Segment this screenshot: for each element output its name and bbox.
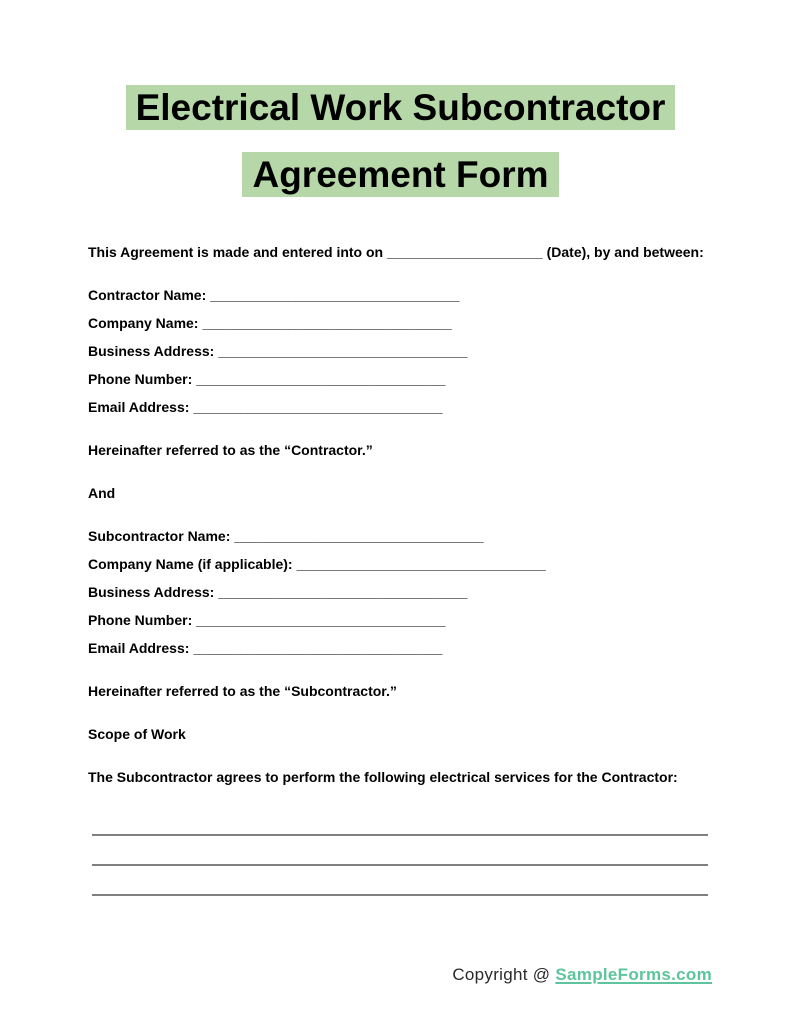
sampleforms-link[interactable]: SampleForms.com xyxy=(555,965,712,984)
field-label: Company Name (if applicable): xyxy=(88,556,293,572)
field-label: Email Address: xyxy=(88,399,190,415)
field-contractor-email xyxy=(88,393,712,421)
answer-line xyxy=(92,806,708,836)
field-blank: ________________________________ xyxy=(234,528,484,544)
field-label: Business Address: xyxy=(88,584,215,600)
field-contractor-phone xyxy=(88,365,712,393)
field-subcontractor-phone xyxy=(88,606,712,634)
field-blank: ________________________________ xyxy=(196,371,446,387)
field-label: Phone Number: xyxy=(88,371,193,387)
field-subcontractor-company xyxy=(88,550,712,578)
contractor-hereinafter: Hereinafter referred to as the “Contractor.” xyxy=(88,442,373,458)
scope-answer-lines xyxy=(92,806,708,896)
scope-description: The Subcontractor agrees to perform the following electrical services for the Contractor: xyxy=(88,769,678,785)
field-blank: ________________________________ xyxy=(296,556,546,572)
intro-paragraph xyxy=(88,238,712,266)
field-contractor-company xyxy=(88,309,712,337)
field-label: Business Address: xyxy=(88,343,215,359)
title-row-1 xyxy=(0,85,801,130)
document-body xyxy=(88,238,712,896)
field-blank: ________________________________ xyxy=(210,287,460,303)
answer-line xyxy=(92,866,708,896)
field-blank: ________________________________ xyxy=(193,399,443,415)
field-blank: ________________________________ xyxy=(218,343,468,359)
and-connector: And xyxy=(88,485,116,501)
contractor-fields xyxy=(88,281,712,421)
title-line-1: Electrical Work Subcontractor xyxy=(126,85,676,130)
field-label: Phone Number: xyxy=(88,612,193,628)
title-line-2: Agreement Form xyxy=(242,152,558,197)
field-blank: ________________________________ xyxy=(196,612,446,628)
field-contractor-name xyxy=(88,281,712,309)
copyright-text: Copyright @ xyxy=(452,965,556,984)
field-label: Subcontractor Name: xyxy=(88,528,231,544)
field-subcontractor-email xyxy=(88,634,712,662)
field-label: Contractor Name: xyxy=(88,287,207,303)
field-contractor-address xyxy=(88,337,712,365)
field-label: Email Address: xyxy=(88,640,190,656)
title-row-2 xyxy=(0,152,801,197)
date-blank: ____________________ xyxy=(386,244,543,260)
field-blank: ________________________________ xyxy=(193,640,443,656)
field-subcontractor-address xyxy=(88,578,712,606)
document-title xyxy=(0,85,801,219)
field-blank: ________________________________ xyxy=(202,315,452,331)
intro-text-after: (Date), by and between: xyxy=(542,244,704,260)
footer xyxy=(452,963,712,987)
scope-heading: Scope of Work xyxy=(88,726,186,742)
subcontractor-fields xyxy=(88,522,712,662)
intro-text-before: This Agreement is made and entered into on xyxy=(88,244,387,260)
field-blank: ________________________________ xyxy=(218,584,468,600)
field-subcontractor-name xyxy=(88,522,712,550)
answer-line xyxy=(92,836,708,866)
subcontractor-hereinafter: Hereinafter referred to as the “Subcontractor.” xyxy=(88,683,397,699)
field-label: Company Name: xyxy=(88,315,199,331)
